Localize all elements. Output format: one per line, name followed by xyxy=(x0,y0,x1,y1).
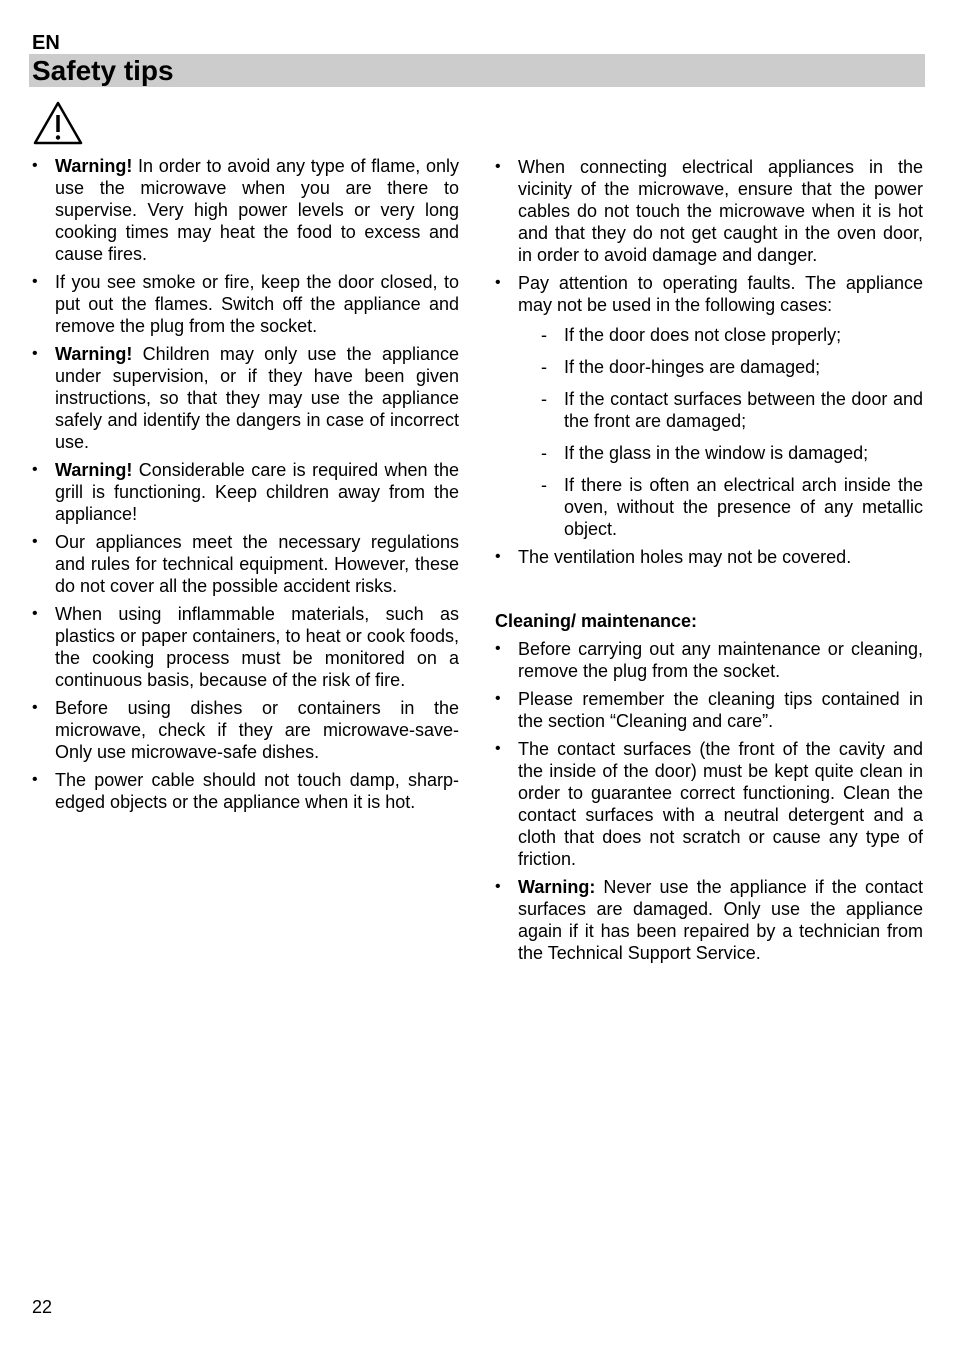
fault-case: - If there is often an electrical arch inside the oven, without the presence of any metallic object. xyxy=(518,474,923,540)
list-item xyxy=(32,271,459,337)
fault-case: - If the door does not close properly; xyxy=(518,324,923,346)
fault-cases-list xyxy=(518,324,923,540)
safety-list xyxy=(32,155,459,813)
item-text: In order to avoid any type of flame, only use the microwave when you are there to supervise. Very high power levels or very long cooking times may heat the food to excess and cause fires. xyxy=(55,156,459,264)
item-text: When using inflammable materials, such as plastics or paper containers, to heat or cook foods, the cooking process must be monitored on a continuous basis, because of the risk of fire. xyxy=(55,604,459,690)
list-item xyxy=(495,738,923,870)
item-text: Before using dishes or containers in the microwave, check if they are microwave-save- Only use microwave-safe dishes. xyxy=(55,698,459,762)
list-item xyxy=(32,459,459,525)
page-number: 22 xyxy=(32,1297,53,1317)
fault-case: - If the door-hinges are damaged; xyxy=(518,356,923,378)
warning-triangle-icon xyxy=(32,100,84,146)
item-text: When connecting electrical appliances in the vicinity of the microwave, ensure that the power cables do not touch the microwave when it is hot and that they do not get caught in the oven door, in order to avoid damage and danger. xyxy=(518,157,923,265)
page-title: Safety tips xyxy=(32,55,174,86)
warning-label: Warning! xyxy=(55,344,133,364)
list-item xyxy=(32,697,459,763)
fault-case: - If the contact surfaces between the door and the front are damaged; xyxy=(518,388,923,432)
title-bar xyxy=(29,54,925,87)
list-item xyxy=(495,876,923,964)
item-text: Considerable care is required when the grill is functioning. Keep children away from the appliance! xyxy=(55,460,459,524)
list-item xyxy=(495,156,923,266)
item-text: The power cable should not touch damp, sharp-edged objects or the appliance when it is hot. xyxy=(55,770,459,812)
warning-label: Warning! xyxy=(55,460,133,480)
safety-list-continued xyxy=(495,156,923,568)
list-item xyxy=(32,769,459,813)
fault-case: - If the glass in the window is damaged; xyxy=(518,442,923,464)
warning-label: Warning! xyxy=(55,156,133,176)
cleaning-heading: Cleaning/ maintenance: xyxy=(495,611,698,631)
list-item xyxy=(32,343,459,453)
right-column xyxy=(495,156,923,970)
left-column xyxy=(32,155,459,819)
item-text: Pay attention to operating faults. The appliance may not be used in the following cases: xyxy=(518,273,923,315)
item-text: Before carrying out any maintenance or cleaning, remove the plug from the socket. xyxy=(518,639,923,681)
list-item xyxy=(495,638,923,682)
warning-label: Warning: xyxy=(518,877,596,897)
item-text: The contact surfaces (the front of the cavity and the inside of the door) must be kept quite clean in order to guarantee correct functioning. Clean the contact surfaces with a neutral detergent and a cloth that does not scratch or cause any type of friction. xyxy=(518,739,923,869)
item-text: Never use the appliance if the contact surfaces are damaged. Only use the appliance again if it has been repaired by a technician from the Technical Support Service. xyxy=(518,877,923,963)
list-item xyxy=(32,603,459,691)
cleaning-list xyxy=(495,638,923,964)
item-text: Please remember the cleaning tips contained in the section “Cleaning and care”. xyxy=(518,689,923,731)
language-code: EN xyxy=(32,32,60,54)
item-text: The ventilation holes may not be covered. xyxy=(518,547,852,567)
item-text: Children may only use the appliance under supervision, or if they have been given instructions, so that they may use the appliance safely and identify the dangers in case of incorrect use. xyxy=(55,344,459,452)
list-item xyxy=(32,155,459,265)
list-item xyxy=(32,531,459,597)
item-text: Our appliances meet the necessary regulations and rules for technical equipment. However, these do not cover all the possible accident risks. xyxy=(55,532,459,596)
list-item xyxy=(495,688,923,732)
list-item xyxy=(495,546,923,568)
list-item xyxy=(495,272,923,540)
item-text: If you see smoke or fire, keep the door closed, to put out the flames. Switch off the appliance and remove the plug from the socket. xyxy=(55,272,459,336)
